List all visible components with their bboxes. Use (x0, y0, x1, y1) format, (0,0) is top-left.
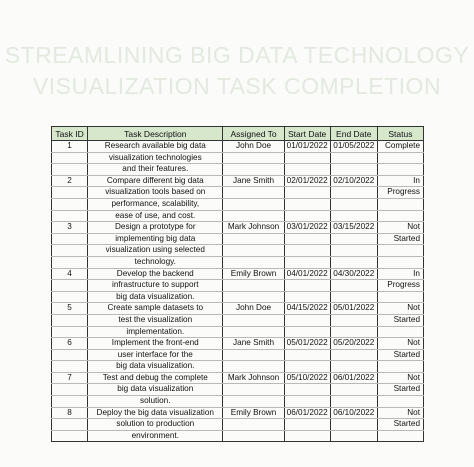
start-date-cell (284, 314, 330, 326)
start-date-cell (284, 396, 330, 408)
status-cell: Not (377, 372, 423, 384)
status-cell (377, 396, 423, 408)
task-description-cell: user interface for the (88, 349, 223, 361)
start-date-cell (284, 210, 330, 222)
start-date-cell (284, 256, 330, 268)
start-date-cell: 04/15/2022 (284, 303, 330, 315)
page-title-line-1: STREAMLINING BIG DATA TECHNOLOGY (4, 42, 470, 68)
start-date-cell: 03/01/2022 (284, 222, 330, 234)
task-id-cell: 3 (52, 222, 88, 234)
status-cell (377, 164, 423, 176)
status-cell (377, 152, 423, 164)
task-id-cell (52, 326, 88, 338)
status-cell: In (377, 268, 423, 280)
task-description-cell: big data visualization (88, 384, 223, 396)
table-row-continuation (52, 256, 424, 268)
status-cell: Started (377, 349, 423, 361)
task-id-cell: 6 (52, 338, 88, 350)
start-date-cell (284, 152, 330, 164)
table-row (52, 268, 424, 280)
end-date-cell (330, 187, 377, 199)
assigned-to-cell: Mark Johnson (223, 222, 284, 234)
table-row-continuation (52, 396, 424, 408)
end-date-cell (330, 245, 377, 257)
task-description-cell: Research available big data (88, 141, 223, 153)
header-task-id: Task ID (52, 127, 88, 141)
task-id-cell (52, 280, 88, 292)
start-date-cell (284, 384, 330, 396)
start-date-cell: 04/01/2022 (284, 268, 330, 280)
table-row (52, 407, 424, 419)
status-cell: In (377, 175, 423, 187)
table-row (52, 338, 424, 350)
page-title-line-2: VISUALIZATION TASK COMPLETION (32, 73, 442, 99)
task-id-cell (52, 349, 88, 361)
table-row-continuation (52, 384, 424, 396)
start-date-cell (284, 280, 330, 292)
table-row-continuation (52, 314, 424, 326)
end-date-cell (330, 314, 377, 326)
status-cell (377, 198, 423, 210)
status-cell (377, 361, 423, 373)
task-description-cell: Design a prototype for (88, 222, 223, 234)
start-date-cell (284, 245, 330, 257)
task-table (51, 126, 424, 442)
table-row-continuation (52, 349, 424, 361)
status-cell: Complete (377, 141, 423, 153)
status-cell (377, 326, 423, 338)
table-row-continuation (52, 233, 424, 245)
task-id-cell (52, 187, 88, 199)
task-id-cell (52, 430, 88, 442)
end-date-cell: 04/30/2022 (330, 268, 377, 280)
assigned-to-cell: John Doe (223, 303, 284, 315)
task-description-cell: Deploy the big data visualization (88, 407, 223, 419)
status-cell: Started (377, 233, 423, 245)
end-date-cell (330, 291, 377, 303)
assigned-to-cell (223, 291, 284, 303)
task-table-container (51, 126, 424, 442)
status-cell (377, 291, 423, 303)
table-row-continuation (52, 291, 424, 303)
status-cell: Not (377, 407, 423, 419)
end-date-cell (330, 164, 377, 176)
start-date-cell (284, 198, 330, 210)
assigned-to-cell (223, 198, 284, 210)
task-description-cell: infrastructure to support (88, 280, 223, 292)
task-description-cell: big data visualization. (88, 291, 223, 303)
assigned-to-cell (223, 419, 284, 431)
task-id-cell (52, 419, 88, 431)
assigned-to-cell (223, 384, 284, 396)
table-row-continuation (52, 187, 424, 199)
end-date-cell: 01/05/2022 (330, 141, 377, 153)
assigned-to-cell (223, 210, 284, 222)
end-date-cell: 06/10/2022 (330, 407, 377, 419)
assigned-to-cell (223, 430, 284, 442)
start-date-cell: 01/01/2022 (284, 141, 330, 153)
task-id-cell (52, 210, 88, 222)
status-cell: Started (377, 384, 423, 396)
start-date-cell (284, 233, 330, 245)
task-description-cell: solution to production (88, 419, 223, 431)
table-row-continuation (52, 152, 424, 164)
table-row (52, 141, 424, 153)
table-row (52, 175, 424, 187)
task-description-cell: performance, scalability, (88, 198, 223, 210)
task-description-cell: test the visualization (88, 314, 223, 326)
task-description-cell: implementation. (88, 326, 223, 338)
task-description-cell: Develop the backend (88, 268, 223, 280)
table-row-continuation (52, 164, 424, 176)
task-description-cell: visualization tools based on (88, 187, 223, 199)
start-date-cell: 02/01/2022 (284, 175, 330, 187)
table-body (52, 141, 424, 442)
start-date-cell: 06/01/2022 (284, 407, 330, 419)
status-cell: Not (377, 338, 423, 350)
table-row-continuation (52, 326, 424, 338)
end-date-cell: 06/01/2022 (330, 372, 377, 384)
task-id-cell (52, 198, 88, 210)
end-date-cell (330, 256, 377, 268)
end-date-cell (330, 280, 377, 292)
start-date-cell (284, 419, 330, 431)
assigned-to-cell (223, 245, 284, 257)
task-id-cell: 8 (52, 407, 88, 419)
end-date-cell (330, 198, 377, 210)
task-description-cell: visualization using selected (88, 245, 223, 257)
assigned-to-cell (223, 361, 284, 373)
assigned-to-cell: Emily Brown (223, 268, 284, 280)
assigned-to-cell (223, 164, 284, 176)
status-cell (377, 256, 423, 268)
status-cell (377, 430, 423, 442)
start-date-cell (284, 164, 330, 176)
assigned-to-cell (223, 256, 284, 268)
table-row-continuation (52, 210, 424, 222)
end-date-cell (330, 326, 377, 338)
start-date-cell (284, 430, 330, 442)
table-row-continuation (52, 419, 424, 431)
assigned-to-cell: Jane Smith (223, 175, 284, 187)
end-date-cell (330, 361, 377, 373)
status-cell (377, 210, 423, 222)
end-date-cell (330, 210, 377, 222)
start-date-cell: 05/01/2022 (284, 338, 330, 350)
start-date-cell (284, 361, 330, 373)
start-date-cell (284, 349, 330, 361)
assigned-to-cell (223, 349, 284, 361)
end-date-cell (330, 396, 377, 408)
end-date-cell: 02/10/2022 (330, 175, 377, 187)
task-id-cell: 1 (52, 141, 88, 153)
status-cell: Not (377, 222, 423, 234)
task-id-cell: 2 (52, 175, 88, 187)
assigned-to-cell: John Doe (223, 141, 284, 153)
assigned-to-cell (223, 396, 284, 408)
task-id-cell: 5 (52, 303, 88, 315)
status-cell: Progress (377, 187, 423, 199)
header-assigned-to: Assigned To (223, 127, 284, 141)
end-date-cell (330, 233, 377, 245)
assigned-to-cell (223, 314, 284, 326)
start-date-cell (284, 291, 330, 303)
header-task-description: Task Description (88, 127, 223, 141)
page-title (0, 40, 474, 102)
header-end-date: End Date (330, 127, 377, 141)
task-description-cell: environment. (88, 430, 223, 442)
assigned-to-cell (223, 326, 284, 338)
header-status: Status (377, 127, 423, 141)
task-description-cell: Test and debug the complete (88, 372, 223, 384)
task-id-cell (52, 384, 88, 396)
assigned-to-cell (223, 233, 284, 245)
assigned-to-cell: Emily Brown (223, 407, 284, 419)
task-id-cell (52, 361, 88, 373)
task-description-cell: Implement the front-end (88, 338, 223, 350)
table-row (52, 222, 424, 234)
assigned-to-cell (223, 280, 284, 292)
task-description-cell: and their features. (88, 164, 223, 176)
status-cell: Started (377, 314, 423, 326)
assigned-to-cell (223, 152, 284, 164)
status-cell: Not (377, 303, 423, 315)
task-description-cell: visualization technologies (88, 152, 223, 164)
task-description-cell: solution. (88, 396, 223, 408)
table-row (52, 372, 424, 384)
task-description-cell: technology. (88, 256, 223, 268)
assigned-to-cell: Jane Smith (223, 338, 284, 350)
table-row (52, 303, 424, 315)
task-id-cell (52, 233, 88, 245)
table-row-continuation (52, 430, 424, 442)
end-date-cell: 03/15/2022 (330, 222, 377, 234)
end-date-cell: 05/20/2022 (330, 338, 377, 350)
task-description-cell: implementing big data (88, 233, 223, 245)
status-cell: Started (377, 419, 423, 431)
table-row-continuation (52, 361, 424, 373)
end-date-cell (330, 384, 377, 396)
start-date-cell (284, 187, 330, 199)
assigned-to-cell: Mark Johnson (223, 372, 284, 384)
table-header-row (52, 127, 424, 141)
task-id-cell (52, 152, 88, 164)
task-description-cell: big data visualization. (88, 361, 223, 373)
task-id-cell: 7 (52, 372, 88, 384)
end-date-cell (330, 419, 377, 431)
end-date-cell (330, 152, 377, 164)
task-description-cell: Create sample datasets to (88, 303, 223, 315)
task-id-cell: 4 (52, 268, 88, 280)
status-cell: Progress (377, 280, 423, 292)
start-date-cell (284, 326, 330, 338)
task-id-cell (52, 245, 88, 257)
status-cell (377, 245, 423, 257)
table-row-continuation (52, 198, 424, 210)
task-id-cell (52, 164, 88, 176)
task-description-cell: ease of use, and cost. (88, 210, 223, 222)
task-id-cell (52, 256, 88, 268)
end-date-cell (330, 349, 377, 361)
task-id-cell (52, 314, 88, 326)
assigned-to-cell (223, 187, 284, 199)
table-row-continuation (52, 245, 424, 257)
task-id-cell (52, 291, 88, 303)
header-start-date: Start Date (284, 127, 330, 141)
end-date-cell: 05/01/2022 (330, 303, 377, 315)
task-id-cell (52, 396, 88, 408)
end-date-cell (330, 430, 377, 442)
task-description-cell: Compare different big data (88, 175, 223, 187)
start-date-cell: 05/10/2022 (284, 372, 330, 384)
table-row-continuation (52, 280, 424, 292)
